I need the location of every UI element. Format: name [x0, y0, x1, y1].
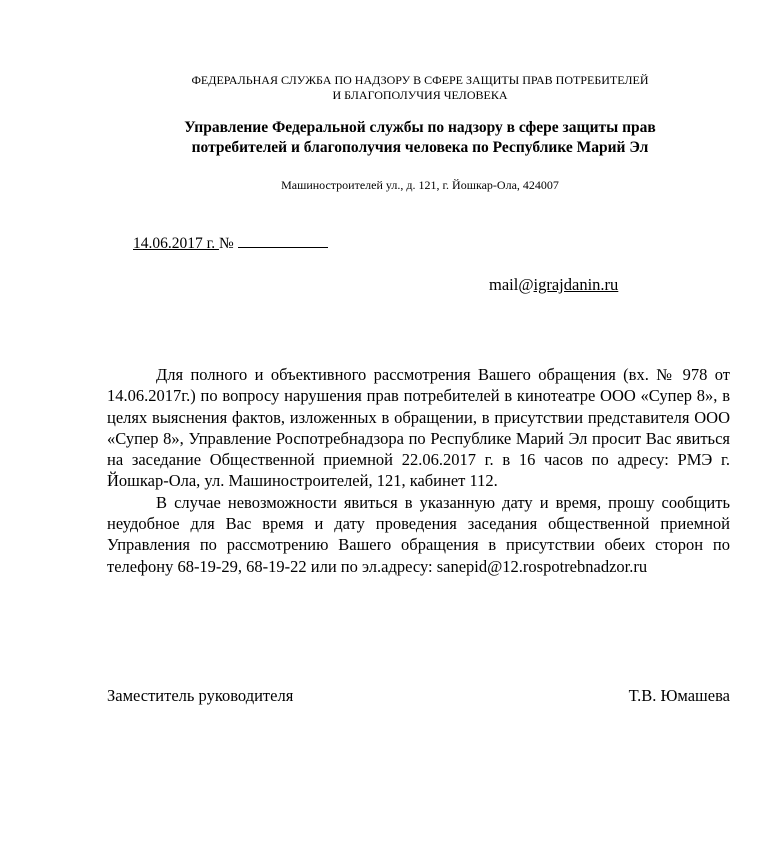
email-domain: igrajdanin.ru	[533, 275, 619, 294]
reference-line	[133, 233, 328, 253]
agency-name-line1: ФЕДЕРАЛЬНАЯ СЛУЖБА ПО НАДЗОРУ В СФЕРЕ ЗАЩИТЫ ПРАВ ПОТРЕБИТЕЛЕЙ	[191, 73, 649, 87]
office-name-line2: потребителей и благополучия человека по Республике Марий Эл	[191, 139, 649, 156]
letter-number-blank	[238, 233, 328, 248]
signer-name: Т.В. Юмашева	[628, 686, 730, 705]
letter-date: 14.06.2017 г.	[133, 235, 219, 252]
office-address: Машиностроителей ул., д. 121, г. Йошкар-Ола, 424007	[281, 178, 559, 192]
office-name-line1: Управление Федеральной службы по надзору в сфере защиты прав	[184, 119, 656, 136]
agency-header	[0, 73, 777, 103]
office-header	[0, 118, 777, 158]
email-user: mail@	[489, 275, 534, 294]
signer-title: Заместитель руководителя	[107, 686, 294, 705]
agency-name-line2: И БЛАГОПОЛУЧИЯ ЧЕЛОВЕКА	[332, 88, 508, 102]
body-paragraph-2: В случае невозможности явиться в указанную дату и время, прошу сообщить неудобное для Вас время и дату проведения заседания общественной приемной Управления по рассмотрению Вашего обращения в присутствии обеих сторон по телефону 68-19-29, 68-19-22 или по эл.адресу: sanepid@12.rospotrebnadzor.ru	[107, 492, 730, 576]
body-paragraph-1: Для полного и объективного рассмотрения Вашего обращения (вх. № 978 от 14.06.2017г.) по вопросу нарушения прав потребителей в кинотеатре ООО «Супер 8», в целях выяснения фактов, изложенных в обращении, в присутствии представителя ООО «Супер 8», Управление Роспотребнадзора по Республике Марий Эл просит Вас явиться на заседание Общественной приемной 22.06.2017 г. в 16 часов по адресу: РМЭ г. Йошкар-Ола, ул. Машиностроителей, 121, кабинет 112.	[107, 365, 730, 491]
letter-number-label: №	[218, 235, 238, 252]
recipient-email[interactable]	[489, 275, 618, 294]
letter-body	[107, 364, 730, 577]
